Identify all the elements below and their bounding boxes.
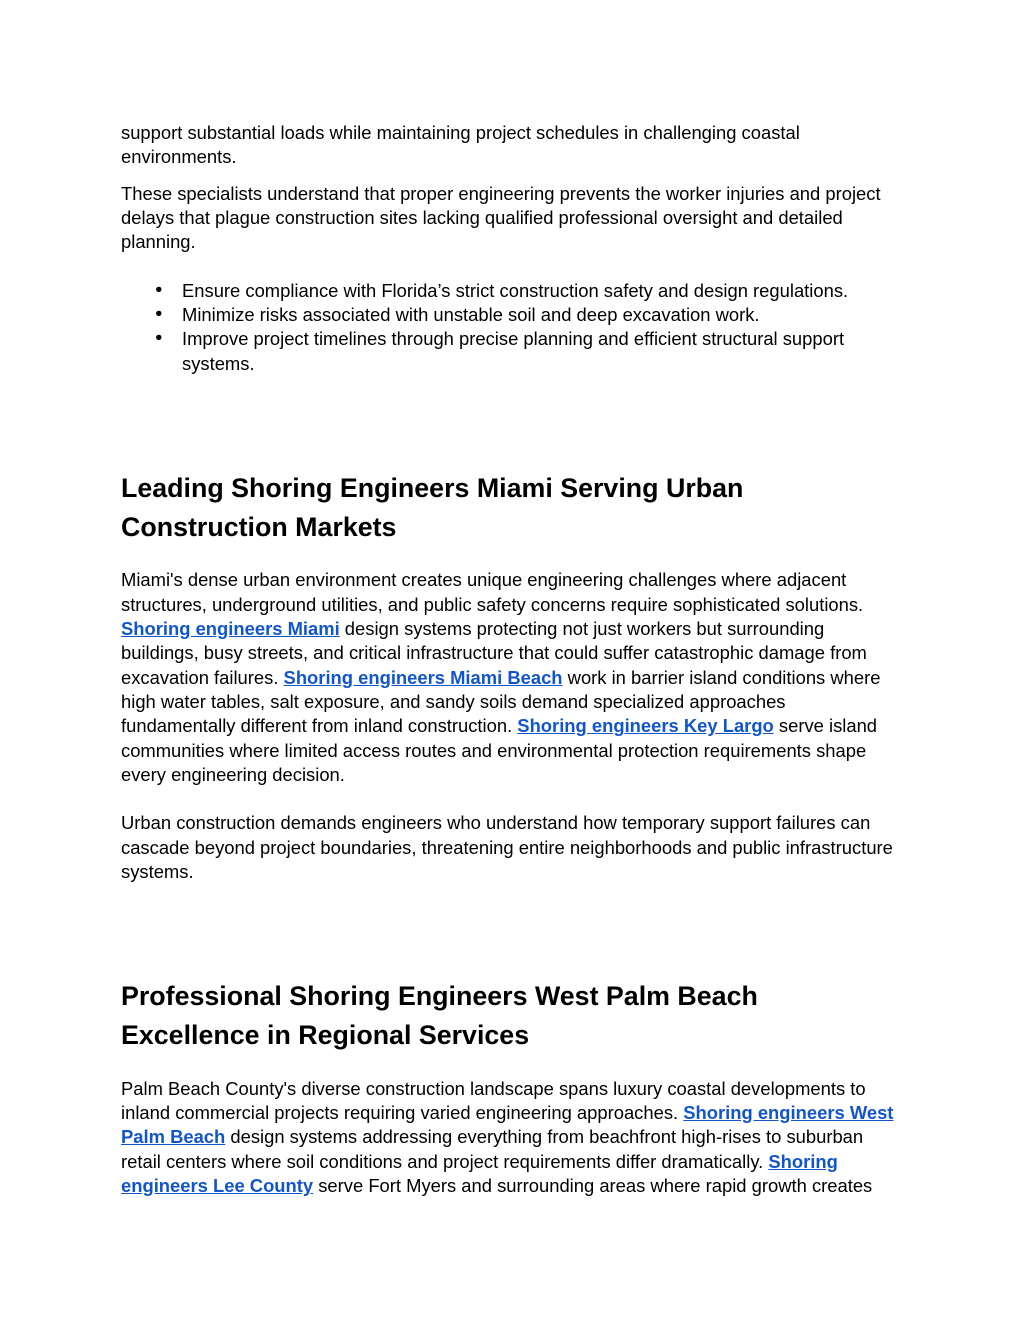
- text-run: Palm Beach County's diverse construction landscape spans luxury coastal developments to inland commercial projects requiring varied engineering approaches.: [121, 1077, 866, 1124]
- benefit-item-text: Minimize risks associated with unstable soil and deep excavation work.: [182, 303, 760, 325]
- text-run: work in barrier island conditions where high water tables, salt exposure, and sandy soils demand specialized approaches fundamentally different from inland construction.: [121, 666, 881, 737]
- benefit-item-timelines: [155, 327, 903, 376]
- intro-paragraph-specialists: These specialists understand that proper engineering prevents the worker injuries and project delays that plague construction sites lacking qualified professional oversight and detailed planning.: [121, 182, 881, 253]
- benefit-item-text: Ensure compliance with Florida’s strict construction safety and design regulations.: [182, 279, 849, 301]
- benefit-item-text: Improve project timelines through precise planning and efficient structural support systems.: [182, 328, 845, 374]
- bullet-icon: ●: [155, 330, 163, 345]
- link-shoring-engineers-lee-county[interactable]: Shoring engineers Lee County: [121, 1150, 838, 1197]
- bullet-icon: ●: [155, 281, 163, 296]
- link-shoring-engineers-miami[interactable]: Shoring engineers Miami: [121, 618, 340, 640]
- link-shoring-engineers-key-largo[interactable]: Shoring engineers Key Largo: [517, 715, 774, 737]
- link-shoring-engineers-west-palm-beach[interactable]: Shoring engineers West Palm Beach: [121, 1102, 894, 1148]
- benefits-list: [121, 279, 903, 376]
- text-run: design systems protecting not just workers but surrounding buildings, busy streets, and critical infrastructure that could suffer catastrophic damage from excavation failures.: [121, 618, 867, 688]
- text-run: serve Fort Myers and surrounding areas where rapid growth creates: [313, 1175, 873, 1197]
- miami-paragraph-urban-demands: Urban construction demands engineers who understand how temporary support failures can cascade beyond project boundaries, threatening entire neighborhoods and public infrastructure systems.: [121, 812, 893, 882]
- intro-paragraph-continuation: support substantial loads while maintaining project schedules in challenging coastal environments.: [121, 122, 800, 168]
- miami-paragraph: [121, 568, 903, 787]
- benefit-item-compliance: [155, 279, 903, 303]
- bullet-icon: ●: [155, 305, 163, 320]
- heading-miami-section: Leading Shoring Engineers Miami Serving Urban Construction Markets: [121, 472, 744, 542]
- text-run: design systems addressing everything from beachfront high-rises to suburban retail centers where soil conditions and project requirements differ dramatically.: [121, 1126, 864, 1172]
- west-palm-paragraph: [121, 1077, 903, 1199]
- heading-west-palm-section: Professional Shoring Engineers West Palm Beach Excellence in Regional Services: [121, 981, 758, 1050]
- benefit-item-risks: [155, 303, 903, 327]
- link-shoring-engineers-miami-beach[interactable]: Shoring engineers Miami Beach: [283, 666, 563, 688]
- text-run: Miami's dense urban environment creates unique engineering challenges where adjacent structures, underground utilities, and public safety concerns require sophisticated solutions.: [121, 569, 864, 615]
- text-run: serve island communities where limited access routes and environmental protection requirements shape every engineering decision.: [121, 715, 878, 785]
